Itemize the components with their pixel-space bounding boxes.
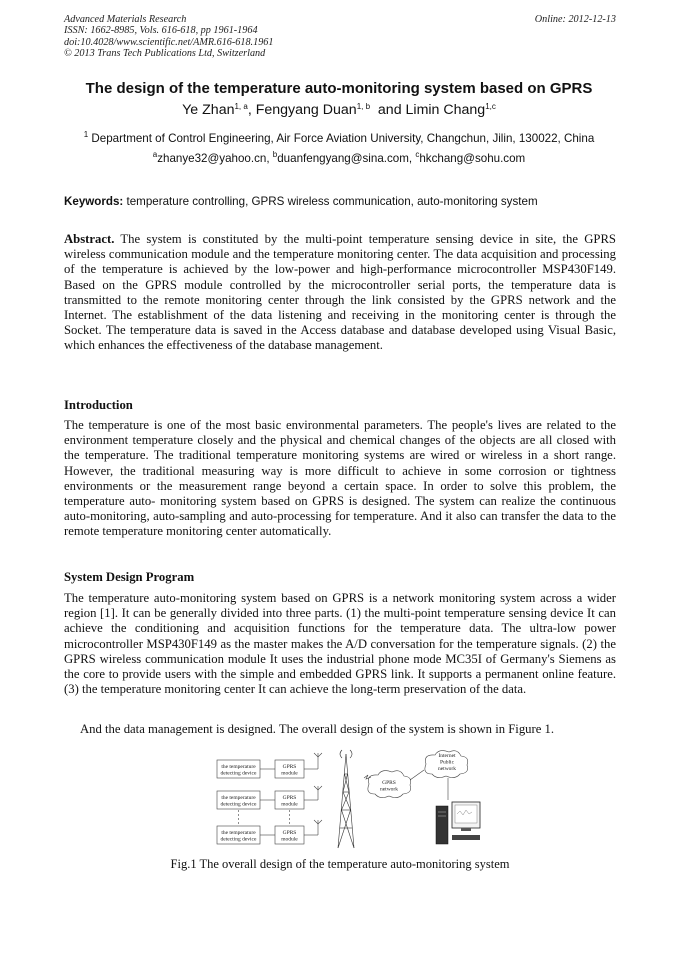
affiliation (30, 132, 648, 145)
author-name: Fengyang Duan (255, 102, 357, 118)
figure-reference-text: And the data management is designed. The overall design of the system is shown in Figure 1. (80, 722, 555, 736)
sensor-label: the temperature (221, 795, 256, 801)
journal-header (64, 14, 616, 60)
author-sup: 1,c (485, 102, 496, 111)
sensor-label: the temperature (221, 764, 256, 770)
gprs-module-label: module (281, 770, 298, 777)
internet-label: Public (439, 759, 455, 766)
affiliation-sup: 1 (83, 130, 89, 139)
sensor-label: detecting device (220, 801, 257, 808)
internet-label: network (437, 766, 457, 772)
figure-caption: Fig.1 The overall design of the temperature auto-monitoring system (170, 857, 510, 871)
sensor-label: detecting device (220, 836, 257, 843)
gprs-module-label: GPRS (282, 830, 297, 836)
email-sup: c (415, 150, 420, 159)
gprs-module-label: module (281, 836, 298, 843)
author-name: Ye Zhan (182, 102, 235, 118)
system-diagram (214, 748, 484, 850)
system-design-heading: System Design Program (64, 570, 195, 584)
introduction-heading: Introduction (64, 398, 133, 412)
email-address[interactable]: duanfengyang@sina.com, (277, 152, 416, 165)
author-separator: and (370, 102, 406, 118)
abstract (64, 232, 616, 354)
email-sup: a (152, 150, 158, 159)
doi-line: doi:10.4028/www.scientific.net/AMR.616-618.1961 (64, 36, 274, 48)
author-name: Limin Chang (405, 102, 486, 118)
keywords (64, 195, 624, 208)
journal-name: Advanced Materials Research (64, 14, 187, 25)
author-separator: , (247, 102, 256, 118)
email-sup: b (272, 150, 278, 159)
sensor-label: detecting device (220, 770, 257, 777)
paper-title: The design of the temperature auto-monitoring system based on GPRS (85, 80, 593, 97)
author-list (30, 102, 648, 118)
affiliation-text: Department of Control Engineering, Air Force Aviation University, Changchun, Jilin, 130022, China (91, 132, 595, 145)
tower-icon (338, 750, 354, 848)
system-design-text: The temperature auto-monitoring system based on GPRS is a network monitoring system across a wider region [1]. It can be generally divided into three parts. (1) the multi-point temperature sensing device It can achieve the conditioning and acquisition functions for the temperature data. The ultra-low power microcontroller MSP430F149 as the master makes the A/D conversation for the temperature signals. (2) the GPRS wireless communication module It uses the industrial phone mode MC35I of Germany's Siemens as the core to provide users with the simple and embedded GPRS link. It supports a permanent online feature. (3) the temperature monitoring center It can achieve the long-term preservation of the data. (64, 591, 616, 697)
email-address[interactable]: hkchang@sohu.com (419, 152, 526, 165)
keywords-label: Keywords: (64, 195, 124, 208)
author-sup: 1, b (356, 102, 371, 111)
online-date: Online: 2012-12-13 (534, 14, 616, 25)
internet-label: Internet (438, 753, 456, 759)
keywords-text: temperature controlling, GPRS wireless communication, auto-monitoring system (123, 195, 538, 208)
email-list (30, 152, 648, 165)
abstract-text: The system is constituted by the multi-point temperature sensing device in site, the GPRS wireless communication module and the temperature monitoring center. The data acquisition and processing of the temperature is achieved by the low-power and high-performance microcontroller MSP430F149. Based on the GPRS module controlled by the microcontroller serial ports, the temperature data is transmitted to the remote monitoring center through the link consisted by the GPRS network and the Internet. The establishment of the data listening and receiving in the monitoring center is through the Socket. The temperature data is saved in the Access database and database developed using Visual Basic, which enhances the effectiveness of the database management. (64, 232, 616, 353)
computer-icon (436, 802, 480, 844)
gprs-network-label: GPRS (382, 780, 396, 786)
author-sup: 1, a (234, 102, 248, 111)
email-address[interactable]: zhanye32@yahoo.cn, (157, 152, 273, 165)
gprs-module-label: GPRS (282, 795, 297, 801)
gprs-network-label: network (379, 786, 399, 793)
copyright-line: © 2013 Trans Tech Publications Ltd, Switzerland (64, 48, 266, 60)
gprs-module-label: module (281, 801, 298, 808)
gprs-module-label: GPRS (282, 764, 297, 770)
sensor-label: the temperature (221, 830, 256, 836)
issn-line: ISSN: 1662-8985, Vols. 616-618, pp 1961-1964 (64, 25, 258, 37)
introduction-text: The temperature is one of the most basic environmental parameters. The people's lives are related to the environment temperature closely and the physical and chemical changes of the objects are all closed with the temperature. The traditional temperature monitoring systems are wired or wireless in a short range. However, the traditional measuring way is more difficult to achieve in some corrosion or tightness environments or the measurement range beyond a certain space. In order to solve this problem, the temperature auto- monitoring system based on GPRS is designed. The system can realize the continuous auto-monitoring, auto-sampling and auto-processing for temperature. And it also can transfer the data to the remote temperature monitoring center automatically. (64, 418, 616, 539)
abstract-label: Abstract. (64, 232, 115, 246)
